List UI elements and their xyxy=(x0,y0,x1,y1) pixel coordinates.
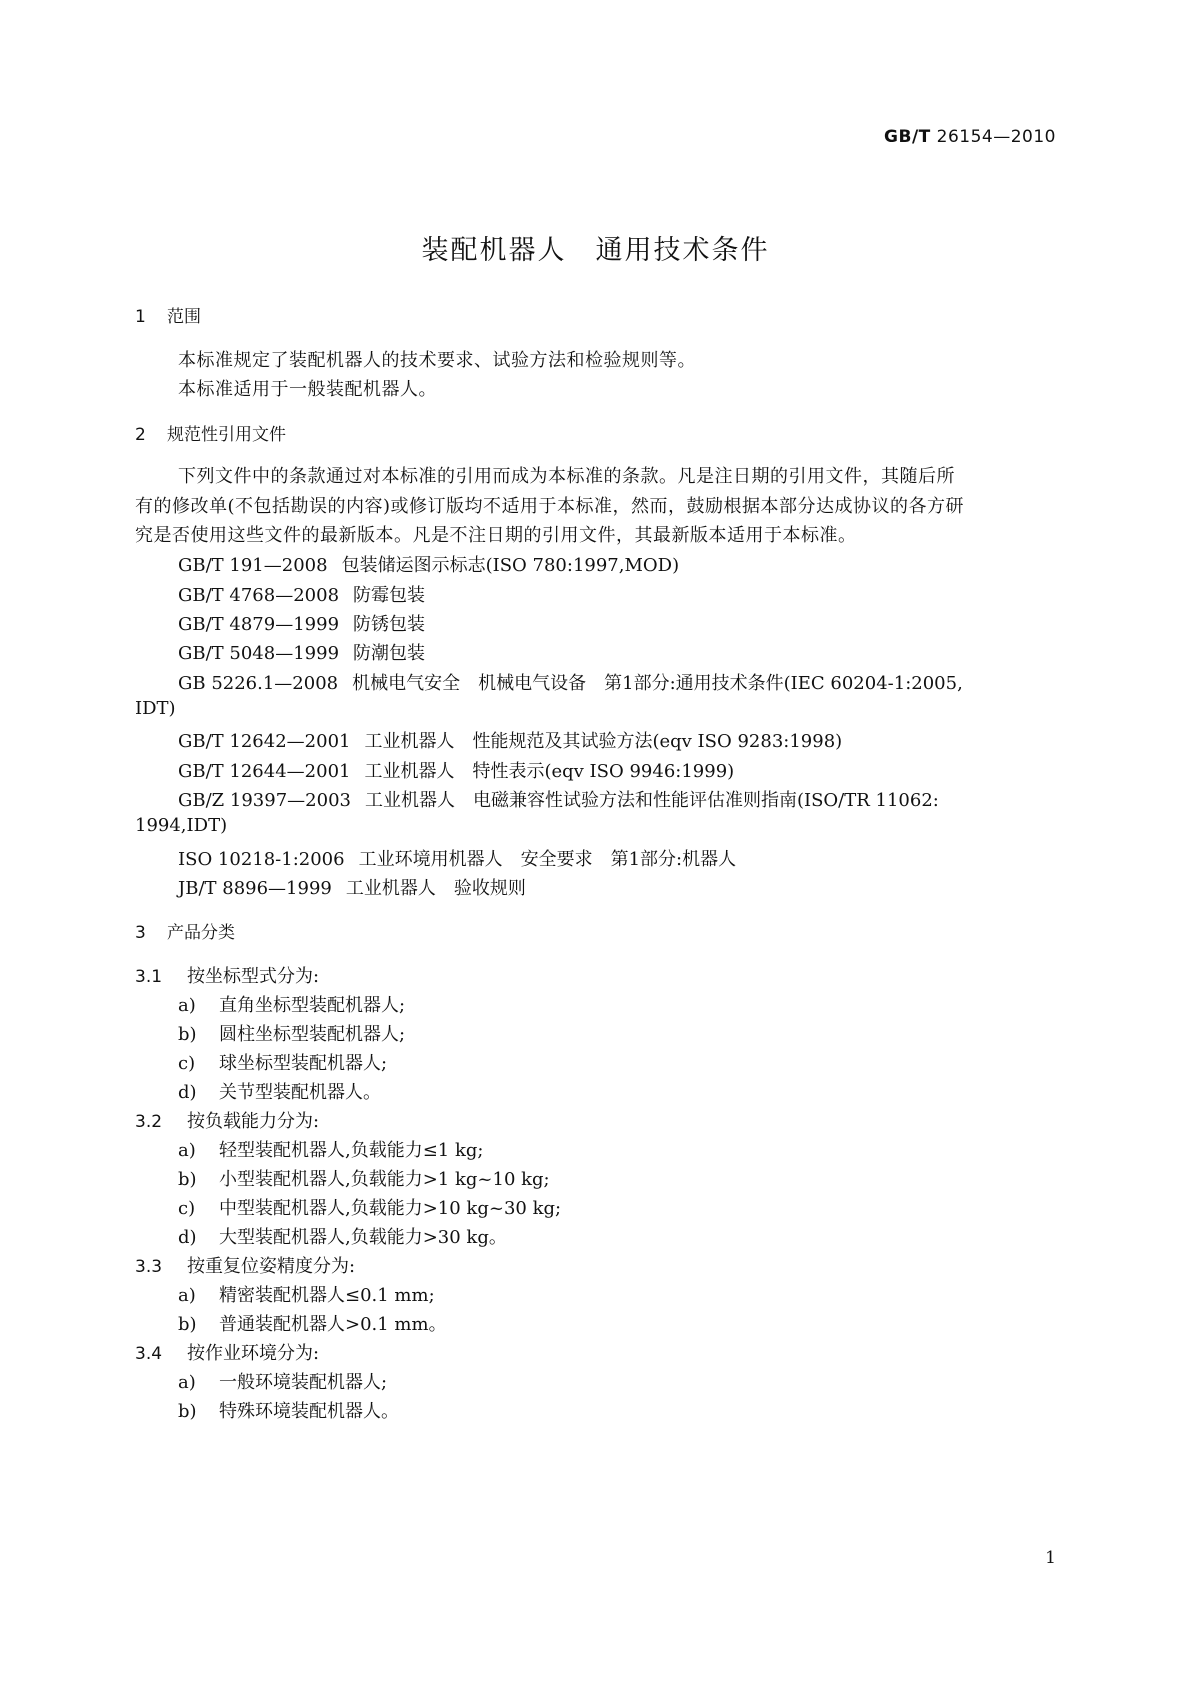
reference-title: 防潮包装 xyxy=(353,643,426,664)
reference-item xyxy=(178,845,736,871)
document-title: 装配机器人 通用技术条件 xyxy=(421,235,770,266)
reference-item xyxy=(178,757,734,783)
reference-continuation: 1994,IDT) xyxy=(135,815,228,836)
list-text: 轻型装配机器人,负载能力≤1 kg; xyxy=(219,1140,484,1161)
reference-code: ISO 10218-1:2006 xyxy=(178,849,345,870)
list-text: 大型装配机器人,负载能力>30 kg。 xyxy=(219,1227,507,1248)
list-marker: a) xyxy=(178,995,196,1016)
section-heading xyxy=(135,918,235,943)
reference-code: GB/T 12642—2001 xyxy=(178,731,351,752)
reference-code: GB/T 4768—2008 xyxy=(178,585,340,606)
paragraph-line: 有的修改单(不包括勘误的内容)或修订版均不适用于本标准，然而，鼓励根据本部分达成协议的各方研 xyxy=(135,496,965,517)
subsection-number: 3.1 xyxy=(135,967,163,987)
list-text: 关节型装配机器人。 xyxy=(219,1082,381,1103)
list-text: 精密装配机器人≤0.1 mm; xyxy=(219,1285,435,1306)
list-text: 直角坐标型装配机器人; xyxy=(219,995,406,1016)
reference-title: 工业机器人 验收规则 xyxy=(345,878,526,899)
list-text: 普通装配机器人>0.1 mm。 xyxy=(219,1314,447,1335)
list-item xyxy=(178,1368,387,1394)
reference-item xyxy=(178,610,425,636)
subsection-number: 3.3 xyxy=(135,1257,163,1277)
reference-title: 包装储运图示标志(ISO 780:1997,MOD) xyxy=(341,555,680,576)
list-text: 中型装配机器人,负载能力>10 kg~30 kg; xyxy=(219,1198,562,1219)
document-code-prefix: GB/T xyxy=(884,127,931,147)
reference-code: GB/T 5048—1999 xyxy=(178,643,340,664)
list-item xyxy=(178,1223,507,1249)
list-item xyxy=(178,1136,483,1162)
reference-title: 工业机器人 性能规范及其试验方法(eqv ISO 9283:1998) xyxy=(364,731,843,752)
subsection-heading xyxy=(135,1339,319,1365)
list-marker: b) xyxy=(178,1024,197,1045)
list-marker: d) xyxy=(178,1227,197,1248)
list-marker: a) xyxy=(178,1140,196,1161)
section-number: 3 xyxy=(135,923,146,943)
list-marker: c) xyxy=(178,1198,196,1219)
subsection-title: 按负载能力分为: xyxy=(187,1111,320,1132)
paragraph-line: 究是否使用这些文件的最新版本。凡是不注日期的引用文件，其最新版本适用于本标准。 xyxy=(135,525,857,546)
list-item xyxy=(178,1194,561,1220)
reference-title: 防锈包装 xyxy=(353,614,426,635)
reference-item xyxy=(178,874,526,900)
reference-code: GB/T 12644—2001 xyxy=(178,761,351,782)
reference-title: 工业机器人 特性表示(eqv ISO 9946:1999) xyxy=(364,761,735,782)
reference-title: 机械电气安全 机械电气设备 第1部分:通用技术条件(IEC 60204-1:2005, xyxy=(352,673,963,694)
subsection-title: 按重复位姿精度分为: xyxy=(187,1256,356,1277)
subsection-number: 3.2 xyxy=(135,1112,163,1132)
list-marker: c) xyxy=(178,1053,196,1074)
document-code xyxy=(884,127,1056,147)
reference-code: GB/T 4879—1999 xyxy=(178,614,340,635)
subsection-heading xyxy=(135,962,319,988)
reference-code: GB/Z 19397—2003 xyxy=(178,790,351,811)
reference-title: 防霉包装 xyxy=(353,585,426,606)
subsection-title: 按作业环境分为: xyxy=(187,1343,320,1364)
list-item xyxy=(178,1310,447,1336)
list-text: 圆柱坐标型装配机器人; xyxy=(219,1024,406,1045)
list-item xyxy=(178,1049,387,1075)
list-item xyxy=(178,991,405,1017)
list-marker: b) xyxy=(178,1314,197,1335)
reference-item xyxy=(178,639,425,665)
subsection-number: 3.4 xyxy=(135,1344,163,1364)
list-text: 小型装配机器人,负载能力>1 kg~10 kg; xyxy=(219,1169,550,1190)
list-item xyxy=(178,1165,550,1191)
list-item xyxy=(178,1078,381,1104)
reference-code: GB 5226.1—2008 xyxy=(178,673,339,694)
paragraph: 本标准适用于一般装配机器人。 xyxy=(178,379,437,400)
list-text: 一般环境装配机器人; xyxy=(219,1372,388,1393)
page-number: 1 xyxy=(1045,1548,1056,1568)
list-marker: a) xyxy=(178,1285,196,1306)
list-item xyxy=(178,1281,435,1307)
subsection-title: 按坐标型式分为: xyxy=(187,966,320,987)
reference-continuation: IDT) xyxy=(135,698,176,719)
section-title: 规范性引用文件 xyxy=(167,425,286,445)
section-title: 产品分类 xyxy=(167,923,235,943)
reference-title: 工业环境用机器人 安全要求 第1部分:机器人 xyxy=(358,849,737,870)
subsection-heading xyxy=(135,1252,355,1278)
list-marker: d) xyxy=(178,1082,197,1103)
reference-title: 工业机器人 电磁兼容性试验方法和性能评估准则指南(ISO/TR 11062: xyxy=(364,790,939,811)
list-marker: b) xyxy=(178,1401,197,1422)
list-marker: a) xyxy=(178,1372,196,1393)
reference-item xyxy=(178,581,425,607)
section-heading xyxy=(135,420,286,445)
reference-item xyxy=(178,669,963,695)
reference-code: GB/T 191—2008 xyxy=(178,555,328,576)
section-heading xyxy=(135,302,201,327)
list-marker: b) xyxy=(178,1169,197,1190)
section-number: 1 xyxy=(135,307,146,327)
subsection-heading xyxy=(135,1107,319,1133)
list-item xyxy=(178,1020,405,1046)
reference-item xyxy=(178,786,939,812)
document-code-number: 26154—2010 xyxy=(930,127,1056,147)
paragraph-line: 下列文件中的条款通过对本标准的引用而成为本标准的条款。凡是注日期的引用文件，其随后所 xyxy=(178,466,955,487)
list-text: 球坐标型装配机器人; xyxy=(219,1053,388,1074)
reference-code: JB/T 8896—1999 xyxy=(178,878,332,899)
reference-item xyxy=(178,727,842,753)
paragraph: 本标准规定了装配机器人的技术要求、试验方法和检验规则等。 xyxy=(178,350,696,371)
reference-item xyxy=(178,551,679,577)
list-item xyxy=(178,1397,399,1423)
section-title: 范围 xyxy=(167,307,201,327)
section-number: 2 xyxy=(135,425,146,445)
list-text: 特殊环境装配机器人。 xyxy=(219,1401,399,1422)
